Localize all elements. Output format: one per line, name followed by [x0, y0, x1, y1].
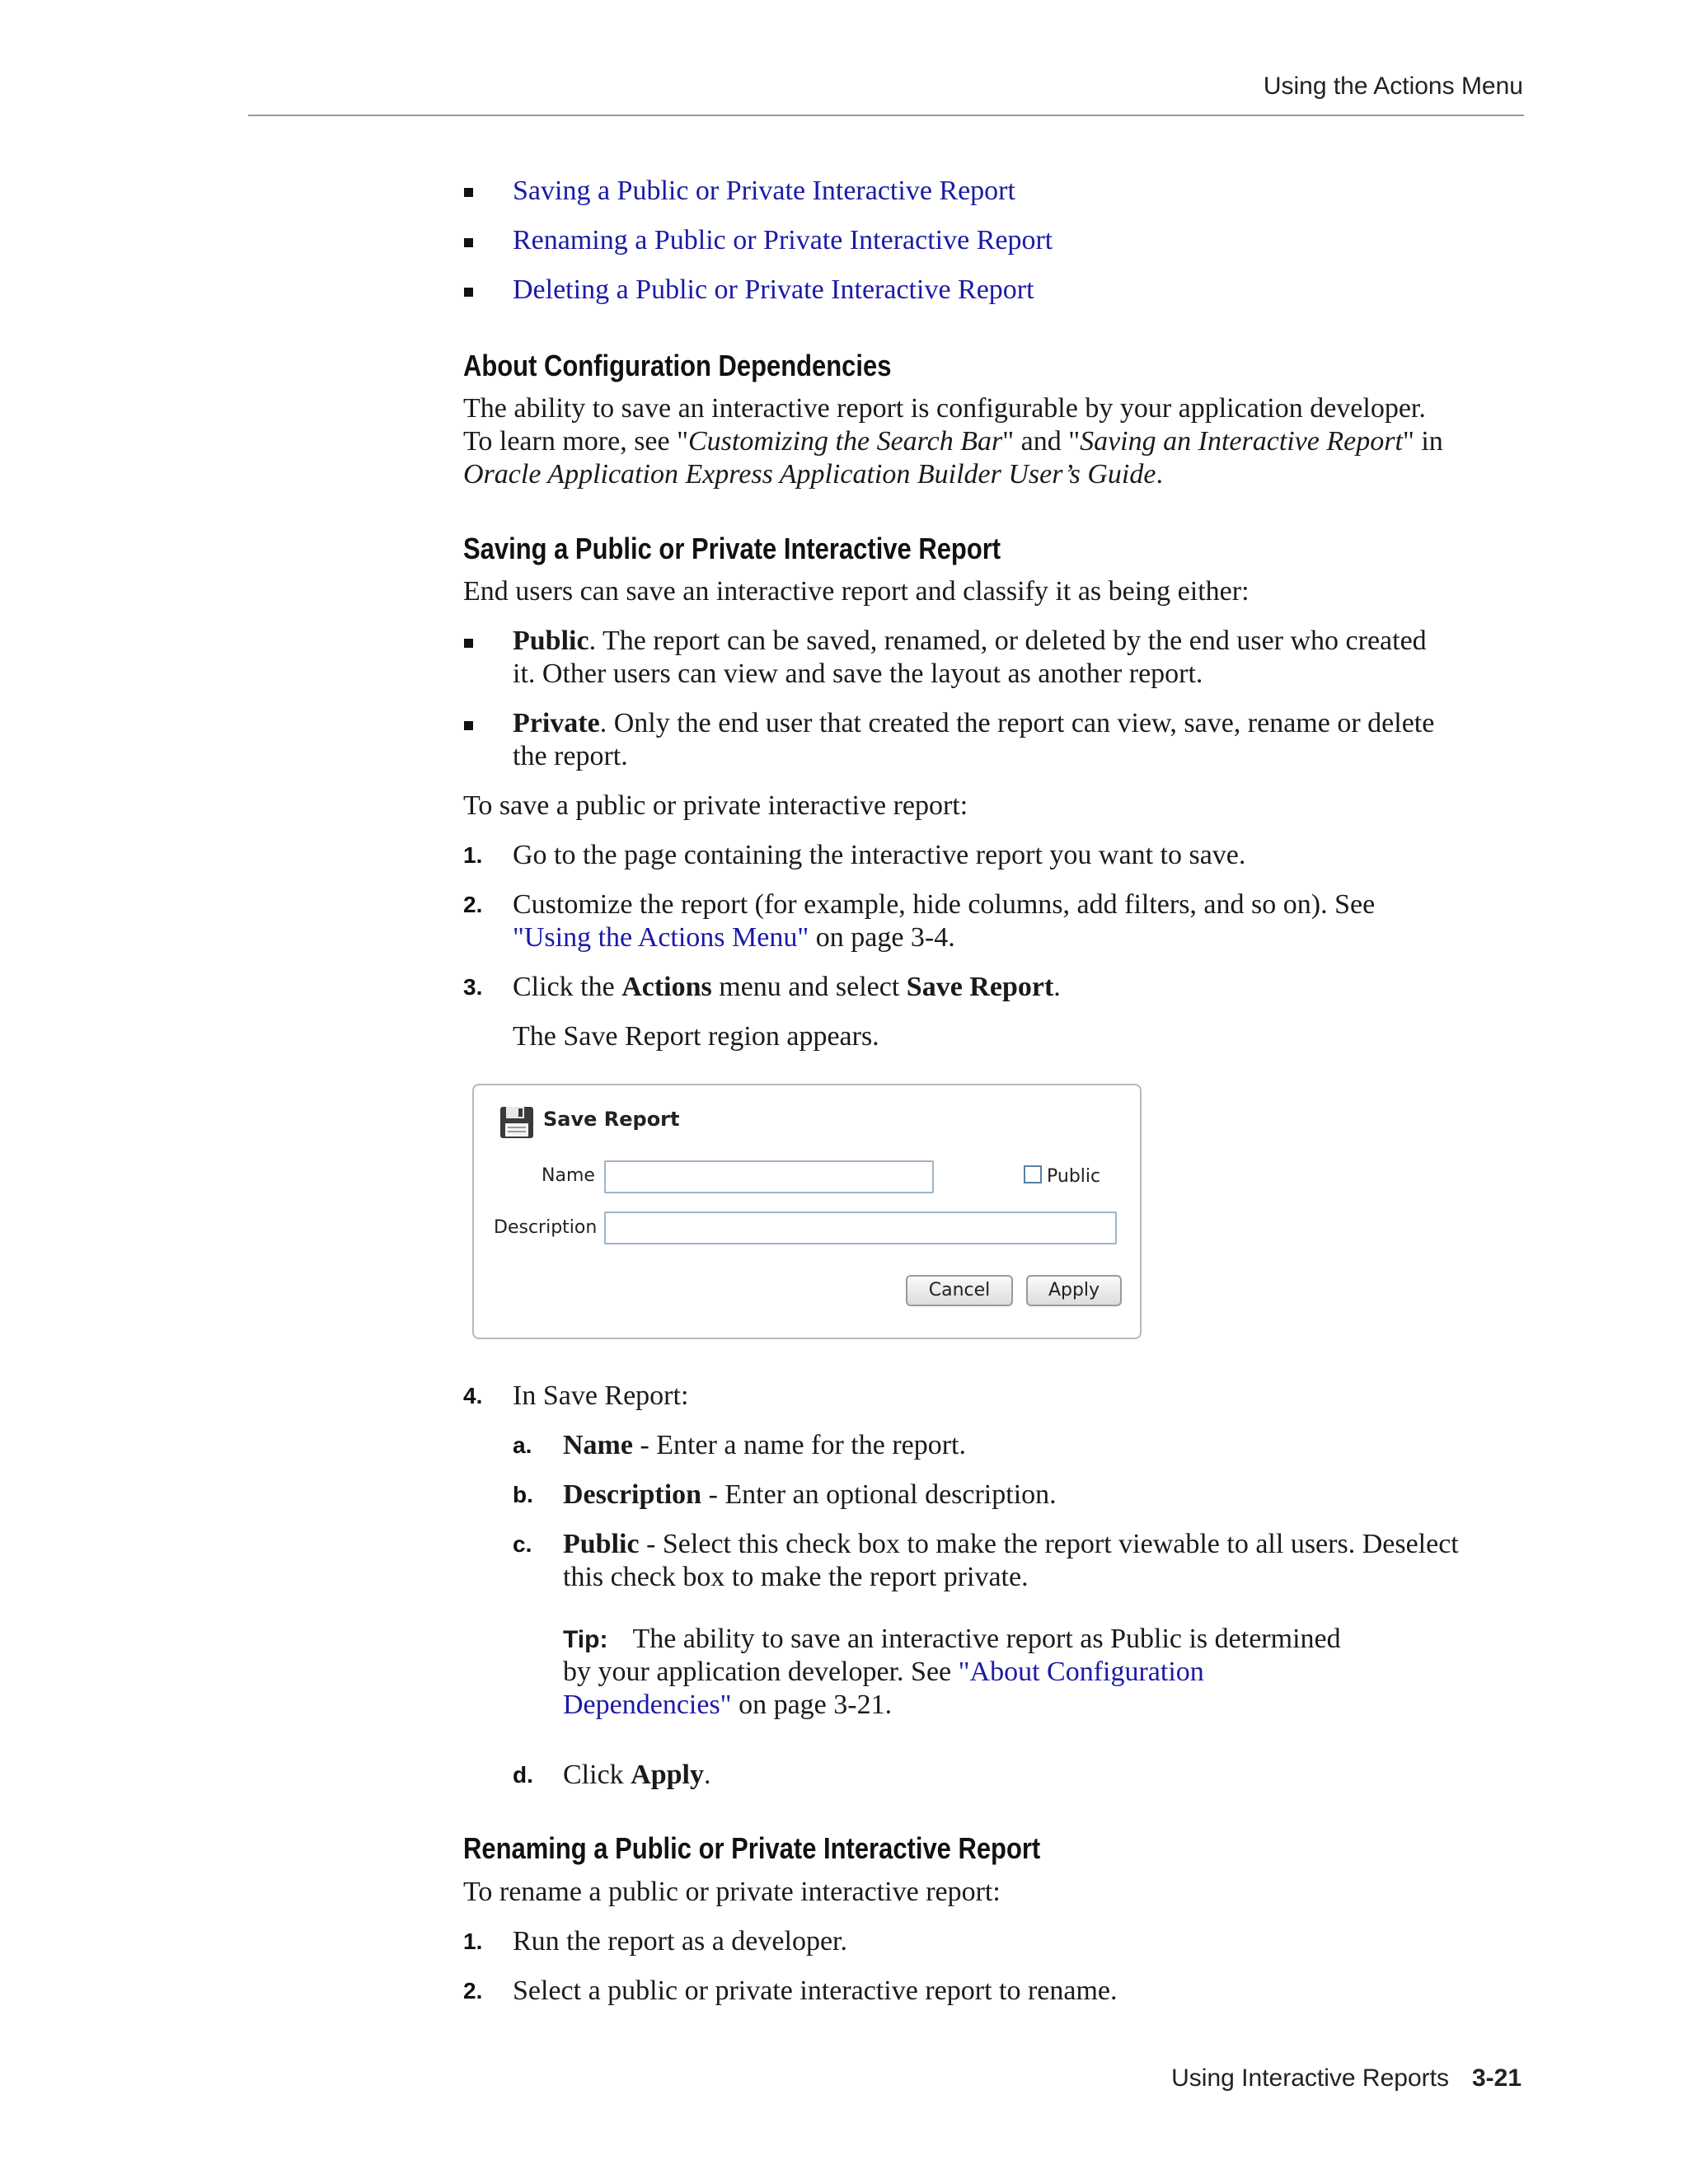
tip-line: Tip: The ability to save an interactive report as Public is determined — [563, 1624, 1341, 1654]
step-3-note: The Save Report region appears. — [513, 1021, 879, 1052]
step-number: 3. — [463, 974, 483, 1000]
tip-label: Tip: — [563, 1626, 608, 1653]
substep-label: a. — [513, 1432, 532, 1458]
step-3: Click the Actions menu and select Save Report. — [513, 972, 1061, 1002]
page-footer — [1171, 2064, 1522, 2093]
step-number: 1. — [463, 842, 483, 868]
section-heading-saving: Saving a Public or Private Interactive Report — [463, 532, 1001, 565]
description-label: Description — [494, 1217, 598, 1238]
public-definition-cont: it. Other users can view and save the layout as another report. — [513, 658, 1203, 689]
save-report-dialog — [472, 1084, 1142, 1339]
config-paragraph-line: Oracle Application Express Application Builder User’s Guide. — [463, 459, 1163, 490]
private-definition-cont: the report. — [513, 741, 628, 771]
step-number: 1. — [463, 1929, 483, 1954]
rename-step-2: Select a public or private interactive report to rename. — [513, 1975, 1118, 2006]
toc-link-renaming[interactable]: Renaming a Public or Private Interactive Report — [513, 225, 1053, 255]
public-definition: Public. The report can be saved, renamed, or deleted by the end user who created — [513, 626, 1427, 656]
public-label: Public — [1047, 1166, 1101, 1187]
step-4: In Save Report: — [513, 1380, 689, 1411]
substep-public: Public - Select this check box to make the report viewable to all users. Deselect — [563, 1529, 1459, 1559]
bullet-icon — [464, 721, 473, 730]
tip-line: by your application developer. See "About Configuration — [563, 1657, 1204, 1687]
bullet-icon — [464, 238, 473, 247]
footer-section: Using Interactive Reports — [1171, 2064, 1449, 2092]
step-1: Go to the page containing the interactive report you want to save. — [513, 840, 1246, 870]
description-input[interactable] — [604, 1212, 1117, 1244]
steps-intro: To save a public or private interactive report: — [463, 790, 968, 821]
link-using-actions-menu[interactable]: "Using the Actions Menu" — [513, 922, 809, 953]
bullet-icon — [464, 288, 473, 297]
substep-label: c. — [513, 1531, 532, 1557]
section-heading-renaming: Renaming a Public or Private Interactive Report — [463, 1831, 1041, 1865]
config-paragraph-line: To learn more, see "Customizing the Search Bar" and "Saving an Interactive Report" in — [463, 426, 1443, 457]
substep-label: d. — [513, 1762, 533, 1788]
renaming-intro: To rename a public or private interactive report: — [463, 1877, 1001, 1907]
bullet-icon — [464, 639, 473, 648]
toc-link-deleting[interactable]: Deleting a Public or Private Interactive Report — [513, 274, 1034, 305]
header-divider — [248, 115, 1524, 116]
step-number: 2. — [463, 892, 483, 917]
link-about-config-deps-cont[interactable]: Dependencies" — [563, 1690, 732, 1720]
apply-button[interactable]: Apply — [1026, 1275, 1122, 1306]
rename-step-1: Run the report as a developer. — [513, 1926, 847, 1957]
floppy-disk-icon — [499, 1104, 535, 1140]
step-2-cont: "Using the Actions Menu" on page 3-4. — [513, 922, 955, 953]
cancel-button[interactable]: Cancel — [906, 1275, 1013, 1306]
tip-line: Dependencies" on page 3-21. — [563, 1690, 893, 1720]
substep-public-cont: this check box to make the report private. — [563, 1562, 1029, 1592]
step-2: Customize the report (for example, hide columns, add filters, and so on). See — [513, 889, 1376, 920]
step-number: 4. — [463, 1383, 483, 1408]
bullet-icon — [464, 188, 473, 197]
dialog-title: Save Report — [543, 1108, 680, 1131]
public-checkbox[interactable] — [1024, 1165, 1042, 1183]
name-label: Name — [542, 1165, 595, 1186]
link-about-config-deps[interactable]: "About Configuration — [958, 1657, 1204, 1687]
substep-description: Description - Enter an optional description. — [563, 1479, 1057, 1510]
name-input[interactable] — [604, 1160, 934, 1193]
toc-link-saving[interactable]: Saving a Public or Private Interactive Report — [513, 176, 1015, 206]
substep-name: Name - Enter a name for the report. — [563, 1430, 967, 1460]
config-paragraph-line: The ability to save an interactive report is configurable by your application developer. — [463, 393, 1426, 424]
section-heading-config: About Configuration Dependencies — [463, 349, 892, 382]
substep-click-apply: Click Apply. — [563, 1760, 711, 1790]
private-definition: Private. Only the end user that created the report can view, save, rename or delete — [513, 708, 1435, 738]
page-number: 3-21 — [1471, 2064, 1522, 2092]
running-header: Using the Actions Menu — [1263, 73, 1523, 100]
saving-intro: End users can save an interactive report and classify it as being either: — [463, 576, 1250, 607]
substep-label: b. — [513, 1482, 533, 1507]
step-number: 2. — [463, 1978, 483, 2004]
